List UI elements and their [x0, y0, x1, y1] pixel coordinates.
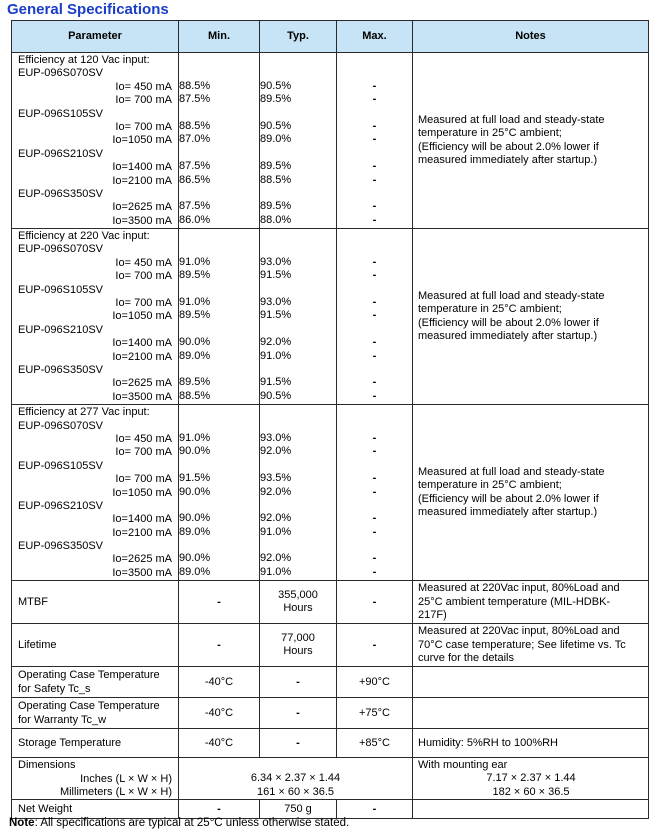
efficiency-typ: [260, 229, 337, 405]
efficiency-min: [179, 53, 260, 229]
efficiency-min: [179, 229, 260, 405]
storage-label: Storage Temperature: [12, 729, 179, 758]
dimensions-inches-label: Inches (L × W × H): [80, 772, 172, 785]
typ-value: 92.0%: [260, 336, 292, 349]
max-value: -: [372, 376, 377, 389]
spacer: [179, 419, 259, 432]
tc-safety-min: -40°C: [179, 667, 260, 698]
typ-value: 92.0%: [260, 485, 292, 498]
typ-value: 88.0%: [260, 213, 292, 226]
spacer: [337, 363, 412, 376]
min-value: 86.5%: [179, 173, 211, 186]
dimensions-inches-value: 6.34 × 2.37 × 1.44: [250, 772, 341, 785]
spacer: [179, 229, 259, 242]
note-line: Measured at full load and steady-state: [418, 465, 605, 478]
io-label: Io=2100 mA: [112, 350, 172, 363]
spacer: [260, 107, 336, 120]
typ-value: 88.5%: [260, 173, 292, 186]
lifetime-min: -: [179, 624, 260, 667]
min-value: 91.0%: [179, 296, 211, 309]
mtbf-typ-value: 355,000: [278, 588, 318, 601]
min-value: 91.5%: [179, 472, 211, 485]
max-value: -: [372, 133, 377, 146]
storage-note: Humidity: 5%RH to 100%RH: [413, 729, 649, 758]
max-value: -: [372, 445, 377, 458]
spacer: [337, 323, 412, 336]
min-value: 91.0%: [179, 255, 211, 268]
note-line: 217F): [418, 608, 447, 621]
model-name: EUP-096S350SV: [18, 187, 103, 200]
io-label: Io=2625 mA: [112, 553, 172, 566]
max-value: -: [372, 349, 377, 362]
spacer: [260, 323, 336, 336]
mtbf-min: -: [179, 581, 260, 624]
model-name: EUP-096S105SV: [18, 283, 103, 296]
spacer: [260, 499, 336, 512]
max-value: -: [372, 512, 377, 525]
efficiency-typ: [260, 53, 337, 229]
efficiency-note: [413, 53, 649, 229]
note-line: measured immediately after startup.): [418, 153, 598, 166]
min-value: 89.0%: [179, 565, 211, 578]
spacer: [179, 283, 259, 296]
io-label: Io=1400 mA: [112, 337, 172, 350]
spacer: [260, 66, 336, 79]
efficiency-max: [337, 53, 413, 229]
spacer: [337, 405, 412, 418]
spacer: [179, 107, 259, 120]
spacer: [179, 363, 259, 376]
header-typ: Typ.: [260, 21, 337, 53]
typ-value: 89.5%: [260, 160, 292, 173]
lifetime-typ-value: 77,000: [281, 631, 315, 644]
net-weight-label: Net Weight: [12, 800, 179, 819]
net-weight-min: -: [179, 800, 260, 819]
tc-safety-max: +90°C: [337, 667, 413, 698]
tc-safety-label-line1: Operating Case Temperature: [18, 669, 160, 682]
tc-safety-row: [12, 667, 649, 698]
typ-value: 92.0%: [260, 445, 292, 458]
dimensions-values: [179, 758, 413, 800]
io-label: Io=1400 mA: [112, 513, 172, 526]
tc-safety-label: [12, 667, 179, 698]
lifetime-max: -: [337, 624, 413, 667]
net-weight-max: -: [337, 800, 413, 819]
max-value: -: [372, 525, 377, 538]
max-value: -: [372, 160, 377, 173]
max-value: -: [372, 296, 377, 309]
max-value: -: [372, 173, 377, 186]
spacer: [260, 187, 336, 200]
spacer: [179, 323, 259, 336]
spacer: [260, 283, 336, 296]
section-title: General Specifications: [7, 1, 169, 18]
min-value: 90.0%: [179, 336, 211, 349]
max-value: -: [372, 565, 377, 578]
dimensions-label: [12, 758, 179, 800]
model-name: EUP-096S350SV: [18, 363, 103, 376]
typ-value: 91.0%: [260, 349, 292, 362]
note-line: Measured at full load and steady-state: [418, 289, 605, 302]
dimensions-note-mm: 182 × 60 × 36.5: [492, 785, 570, 798]
min-value: 90.0%: [179, 485, 211, 498]
spacer: [337, 229, 412, 242]
note-line: Measured at full load and steady-state: [418, 113, 605, 126]
mtbf-row: [12, 581, 649, 624]
typ-value: 92.0%: [260, 552, 292, 565]
spacer: [337, 147, 412, 160]
tc-warranty-max: +75°C: [337, 698, 413, 729]
model-name: EUP-096S350SV: [18, 540, 103, 553]
efficiency-heading: Efficiency at 277 Vac input:: [18, 406, 150, 419]
tc-warranty-label-line2: for Warranty Tc_w: [18, 713, 107, 726]
note-line: (Efficiency will be about 2.0% lower if: [418, 140, 599, 153]
note-line: measured immediately after startup.): [418, 506, 598, 519]
note-line: 70°C case temperature; See lifetime vs. Tc: [418, 638, 626, 651]
storage-row: [12, 729, 649, 758]
model-name: EUP-096S105SV: [18, 459, 103, 472]
efficiency-typ: [260, 405, 337, 581]
tc-warranty-typ: -: [260, 698, 337, 729]
spacer: [260, 147, 336, 160]
mtbf-max: -: [337, 581, 413, 624]
storage-typ: -: [260, 729, 337, 758]
net-weight-typ: 750 g: [260, 800, 337, 819]
max-value: -: [372, 431, 377, 444]
efficiency-heading: Efficiency at 120 Vac input:: [18, 54, 150, 66]
note-line: (Efficiency will be about 2.0% lower if: [418, 492, 599, 505]
spacer: [179, 147, 259, 160]
typ-value: 93.0%: [260, 296, 292, 309]
note-line: temperature in 25°C ambient;: [418, 127, 562, 140]
io-label: Io=1050 mA: [112, 486, 172, 499]
typ-value: 91.5%: [260, 269, 292, 282]
min-value: 87.5%: [179, 160, 211, 173]
note-line: temperature in 25°C ambient;: [418, 303, 562, 316]
io-label: Io= 700 mA: [115, 94, 172, 107]
io-label: Io=1050 mA: [112, 310, 172, 323]
io-label: Io= 700 mA: [115, 120, 172, 133]
mtbf-note: [413, 581, 649, 624]
max-value: -: [372, 200, 377, 213]
spacer: [337, 539, 412, 552]
spacer: [179, 53, 259, 66]
efficiency-min: [179, 405, 260, 581]
spacer: [260, 419, 336, 432]
spec-table: [11, 20, 649, 819]
spacer: [337, 107, 412, 120]
min-value: 90.0%: [179, 552, 211, 565]
storage-max: +85°C: [337, 729, 413, 758]
spacer: [179, 499, 259, 512]
min-value: 89.0%: [179, 525, 211, 538]
spacer: [260, 405, 336, 418]
efficiency-note: [413, 229, 649, 405]
min-value: 88.5%: [179, 389, 211, 402]
io-label: Io= 700 mA: [115, 473, 172, 486]
tc-warranty-label: [12, 698, 179, 729]
spacer: [260, 459, 336, 472]
io-label: Io=2100 mA: [112, 174, 172, 187]
lifetime-typ: [260, 624, 337, 667]
efficiency-parameter: [12, 53, 179, 229]
dimensions-title: Dimensions: [18, 759, 76, 772]
typ-value: 93.0%: [260, 255, 292, 268]
note-line: Measured at 220Vac input, 80%Load and: [418, 582, 620, 595]
io-label: Io=2100 mA: [112, 526, 172, 539]
max-value: -: [372, 213, 377, 226]
io-label: Io= 450 mA: [115, 432, 172, 445]
note-line: Measured at 220Vac input, 80%Load and: [418, 625, 620, 638]
efficiency-parameter: [12, 229, 179, 405]
io-label: Io=2625 mA: [112, 201, 172, 214]
max-value: -: [372, 389, 377, 402]
mtbf-typ-unit: Hours: [283, 602, 313, 615]
header-max: Max.: [337, 21, 413, 53]
typ-value: 90.5%: [260, 79, 292, 92]
typ-value: 89.5%: [260, 200, 292, 213]
io-label: Io= 700 mA: [115, 270, 172, 283]
mtbf-label: MTBF: [12, 581, 179, 624]
max-value: -: [372, 79, 377, 92]
model-name: EUP-096S070SV: [18, 67, 103, 80]
typ-value: 92.0%: [260, 512, 292, 525]
min-value: 89.5%: [179, 269, 211, 282]
dimensions-mm-value: 161 × 60 × 36.5: [256, 785, 335, 798]
tc-safety-label-line2: for Safety Tc_s: [18, 682, 91, 695]
typ-value: 90.5%: [260, 389, 292, 402]
dimensions-mm-label: Millimeters (L × W × H): [59, 786, 172, 799]
max-value: -: [372, 255, 377, 268]
tc-warranty-note: [413, 698, 649, 729]
spacer: [260, 363, 336, 376]
typ-value: 91.0%: [260, 565, 292, 578]
note-line: (Efficiency will be about 2.0% lower if: [418, 316, 599, 329]
efficiency-row: [12, 405, 649, 581]
io-label: Io= 700 mA: [115, 446, 172, 459]
typ-value: 93.5%: [260, 472, 292, 485]
dimensions-note-title: With mounting ear: [418, 758, 508, 771]
min-value: 88.5%: [179, 119, 211, 132]
model-name: EUP-096S210SV: [18, 323, 103, 336]
spacer: [260, 242, 336, 255]
min-value: 87.5%: [179, 93, 211, 106]
spacer: [179, 66, 259, 79]
footnote-label: Note: [9, 817, 35, 829]
io-label: Io=3500 mA: [112, 214, 172, 227]
spacer: [337, 499, 412, 512]
spacer: [260, 53, 336, 66]
model-name: EUP-096S105SV: [18, 107, 103, 120]
tc-safety-note: [413, 667, 649, 698]
io-label: Io= 450 mA: [115, 256, 172, 269]
spacer: [337, 53, 412, 66]
efficiency-heading: Efficiency at 220 Vac input:: [18, 230, 150, 243]
spacer: [337, 283, 412, 296]
spacer: [337, 242, 412, 255]
typ-value: 89.5%: [260, 93, 292, 106]
tc-warranty-label-line1: Operating Case Temperature: [18, 700, 160, 713]
dimensions-note: [413, 758, 649, 800]
max-value: -: [372, 552, 377, 565]
dimensions-note-inches: 7.17 × 2.37 × 1.44: [486, 772, 576, 785]
io-label: Io=3500 mA: [112, 566, 172, 579]
typ-value: 91.0%: [260, 525, 292, 538]
header-parameter: Parameter: [12, 21, 179, 53]
note-line: temperature in 25°C ambient;: [418, 479, 562, 492]
net-weight-note: [413, 800, 649, 819]
note-line: curve for the details: [418, 651, 514, 664]
max-value: -: [372, 485, 377, 498]
lifetime-typ-unit: Hours: [283, 645, 313, 658]
lifetime-note: [413, 624, 649, 667]
io-label: Io= 450 mA: [115, 80, 172, 93]
min-value: 91.0%: [179, 431, 211, 444]
efficiency-note: [413, 405, 649, 581]
max-value: -: [372, 269, 377, 282]
io-label: Io= 700 mA: [115, 297, 172, 310]
min-value: 89.5%: [179, 309, 211, 322]
note-line: 25°C ambient temperature (MIL-HDBK-: [418, 595, 611, 608]
min-value: 89.0%: [179, 349, 211, 362]
lifetime-row: [12, 624, 649, 667]
lifetime-label: Lifetime: [12, 624, 179, 667]
max-value: -: [372, 472, 377, 485]
spacer: [337, 419, 412, 432]
typ-value: 93.0%: [260, 431, 292, 444]
min-value: 90.0%: [179, 445, 211, 458]
header-row: [12, 21, 649, 53]
spacer: [179, 459, 259, 472]
efficiency-parameter: [12, 405, 179, 581]
dimensions-row: [12, 758, 649, 800]
spacer: [260, 229, 336, 242]
spacer: [337, 459, 412, 472]
min-value: 90.0%: [179, 512, 211, 525]
spacer: [337, 66, 412, 79]
model-name: EUP-096S210SV: [18, 499, 103, 512]
typ-value: 91.5%: [260, 309, 292, 322]
min-value: 89.5%: [179, 376, 211, 389]
tc-safety-typ: -: [260, 667, 337, 698]
max-value: -: [372, 336, 377, 349]
tc-warranty-min: -40°C: [179, 698, 260, 729]
efficiency-row: [12, 53, 649, 229]
efficiency-row: [12, 229, 649, 405]
header-min: Min.: [179, 21, 260, 53]
io-label: Io=2625 mA: [112, 377, 172, 390]
spacer: [179, 242, 259, 255]
footnote-text: : All specifications are typical at 25°C unless otherwise stated.: [34, 817, 350, 829]
min-value: 88.5%: [179, 79, 211, 92]
model-name: EUP-096S070SV: [18, 419, 103, 432]
efficiency-max: [337, 405, 413, 581]
efficiency-max: [337, 229, 413, 405]
io-label: Io=3500 mA: [112, 390, 172, 403]
io-label: Io=1400 mA: [112, 161, 172, 174]
spacer: [179, 405, 259, 418]
min-value: 86.0%: [179, 213, 211, 226]
storage-min: -40°C: [179, 729, 260, 758]
typ-value: 91.5%: [260, 376, 292, 389]
spacer: [260, 539, 336, 552]
typ-value: 90.5%: [260, 119, 292, 132]
model-name: EUP-096S070SV: [18, 243, 103, 256]
header-notes: Notes: [413, 21, 649, 53]
typ-value: 89.0%: [260, 133, 292, 146]
spacer: [337, 187, 412, 200]
max-value: -: [372, 119, 377, 132]
tc-warranty-row: [12, 698, 649, 729]
spacer: [179, 187, 259, 200]
mtbf-typ: [260, 581, 337, 624]
max-value: -: [372, 309, 377, 322]
spacer: [179, 539, 259, 552]
footnote: [9, 817, 349, 829]
note-line: measured immediately after startup.): [418, 330, 598, 343]
model-name: EUP-096S210SV: [18, 147, 103, 160]
min-value: 87.0%: [179, 133, 211, 146]
max-value: -: [372, 93, 377, 106]
min-value: 87.5%: [179, 200, 211, 213]
io-label: Io=1050 mA: [112, 134, 172, 147]
